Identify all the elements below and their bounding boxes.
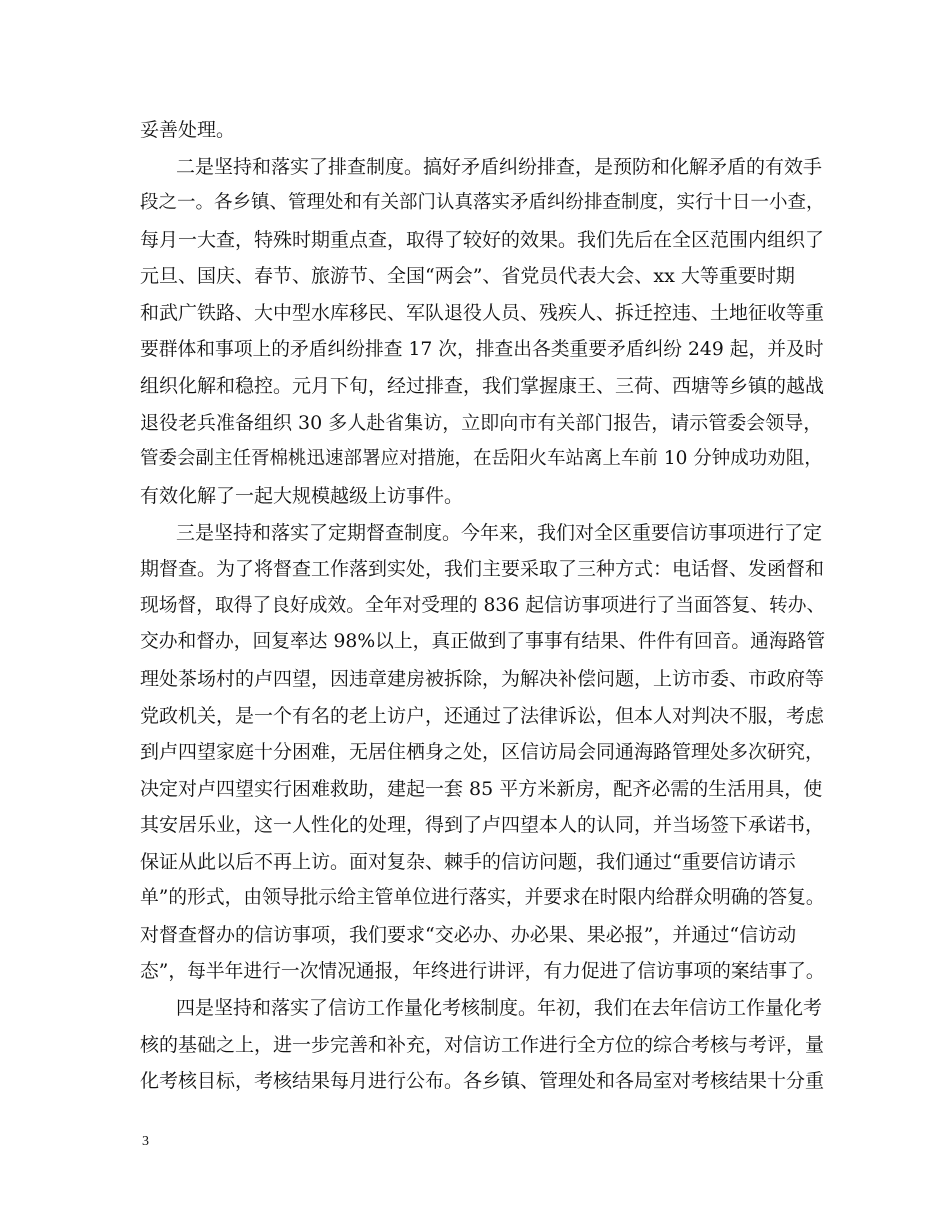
text-line: 二是坚持和落实了排查制度。搞好矛盾纠纷排查，是预防和化解矛盾的有效手 — [176, 155, 823, 178]
text-line: 三是坚持和落实了定期督查制度。今年来，我们对全区重要信访事项进行了定 — [176, 521, 823, 544]
text-line: 单”的形式，由领导批示给主管单位进行落实，并要求在时限内给群众明确的答复。 — [140, 887, 825, 909]
text-line: 党政机关，是一个有名的老上访户，还通过了法律诉讼，但本人对判决不服，考虑 — [140, 704, 825, 727]
text-line: 其安居乐业，这一人性化的处理，得到了卢四望本人的认同，并当场签下承诺书， — [140, 814, 825, 837]
text-line: 妥善处理。 — [140, 119, 236, 141]
text-line: 到卢四望家庭十分困难，无居住栖身之处，区信访局会同通海路管理处多次研究， — [140, 741, 825, 764]
text-line: 保证从此以后不再上访。面对复杂、棘手的信访问题，我们通过“重要信访请示 — [140, 850, 796, 873]
text-line: 元旦、国庆、春节、旅游节、全国“两会”、省党员代表大会、xx 大等重要时期 — [140, 265, 795, 288]
text-line: 每月一大查，特殊时期重点查，取得了较好的效果。我们先后在全区范围内组织了 — [140, 228, 825, 251]
page-number: 3 — [142, 1134, 149, 1149]
text-line: 和武广铁路、大中型水库移民、军队退役人员、残疾人、拆迁控违、土地征收等重 — [140, 301, 825, 324]
text-line: 组织化解和稳控。元月下旬，经过排查，我们掌握康王、三荷、西塘等乡镇的越战 — [140, 375, 825, 398]
text-line: 现场督，取得了良好成效。全年对受理的 836 起信访事项进行了当面答复、转办、 — [140, 594, 826, 616]
text-line: 管委会副主任胥棉桃迅速部署应对措施，在岳阳火车站离上车前 10 分钟成功劝阻， — [140, 448, 823, 470]
text-line: 四是坚持和落实了信访工作量化考核制度。年初，我们在去年信访工作量化考 — [176, 997, 823, 1020]
text-line: 态”，每半年进行一次情况通报，年终进行讲评，有力促进了信访事项的案结事了。 — [140, 960, 825, 982]
text-line: 退役老兵准备组织 30 多人赴省集访，立即向市有关部门报告，请示管委会领导， — [140, 411, 823, 434]
text-line: 核的基础之上，进一步完善和补充，对信访工作进行全方位的综合考核与考评，量 — [140, 1033, 825, 1056]
text-line: 有效化解了一起大规模越级上访事件。 — [140, 484, 464, 507]
text-line: 决定对卢四望实行困难救助，建起一套 85 平方米新房，配齐必需的生活用具，使 — [140, 777, 823, 800]
text-line: 要群体和事项上的矛盾纠纷排查 17 次，排查出各类重要矛盾纠纷 249 起，并及时 — [140, 338, 824, 360]
text-line: 交办和督办，回复率达 98%以上，真正做到了事事有结果、件件有回音。通海路管 — [140, 631, 826, 653]
text-line: 对督查督办的信访事项，我们要求“交必办、办必果、果必报”，并通过“信访动 — [140, 924, 797, 947]
text-line: 期督查。为了将督查工作落到实处，我们主要采取了三种方式：电话督、发函督和 — [140, 558, 825, 581]
text-line: 理处茶场村的卢四望，因违章建房被拆除，为解决补偿问题，上访市委、市政府等 — [140, 667, 825, 690]
text-line: 化考核目标，考核结果每月进行公布。各乡镇、管理处和各局室对考核结果十分重 — [140, 1070, 825, 1093]
text-line: 段之一。各乡镇、管理处和有关部门认真落实矛盾纠纷排查制度，实行十日一小查， — [140, 192, 825, 214]
body-text — [140, 112, 830, 1100]
